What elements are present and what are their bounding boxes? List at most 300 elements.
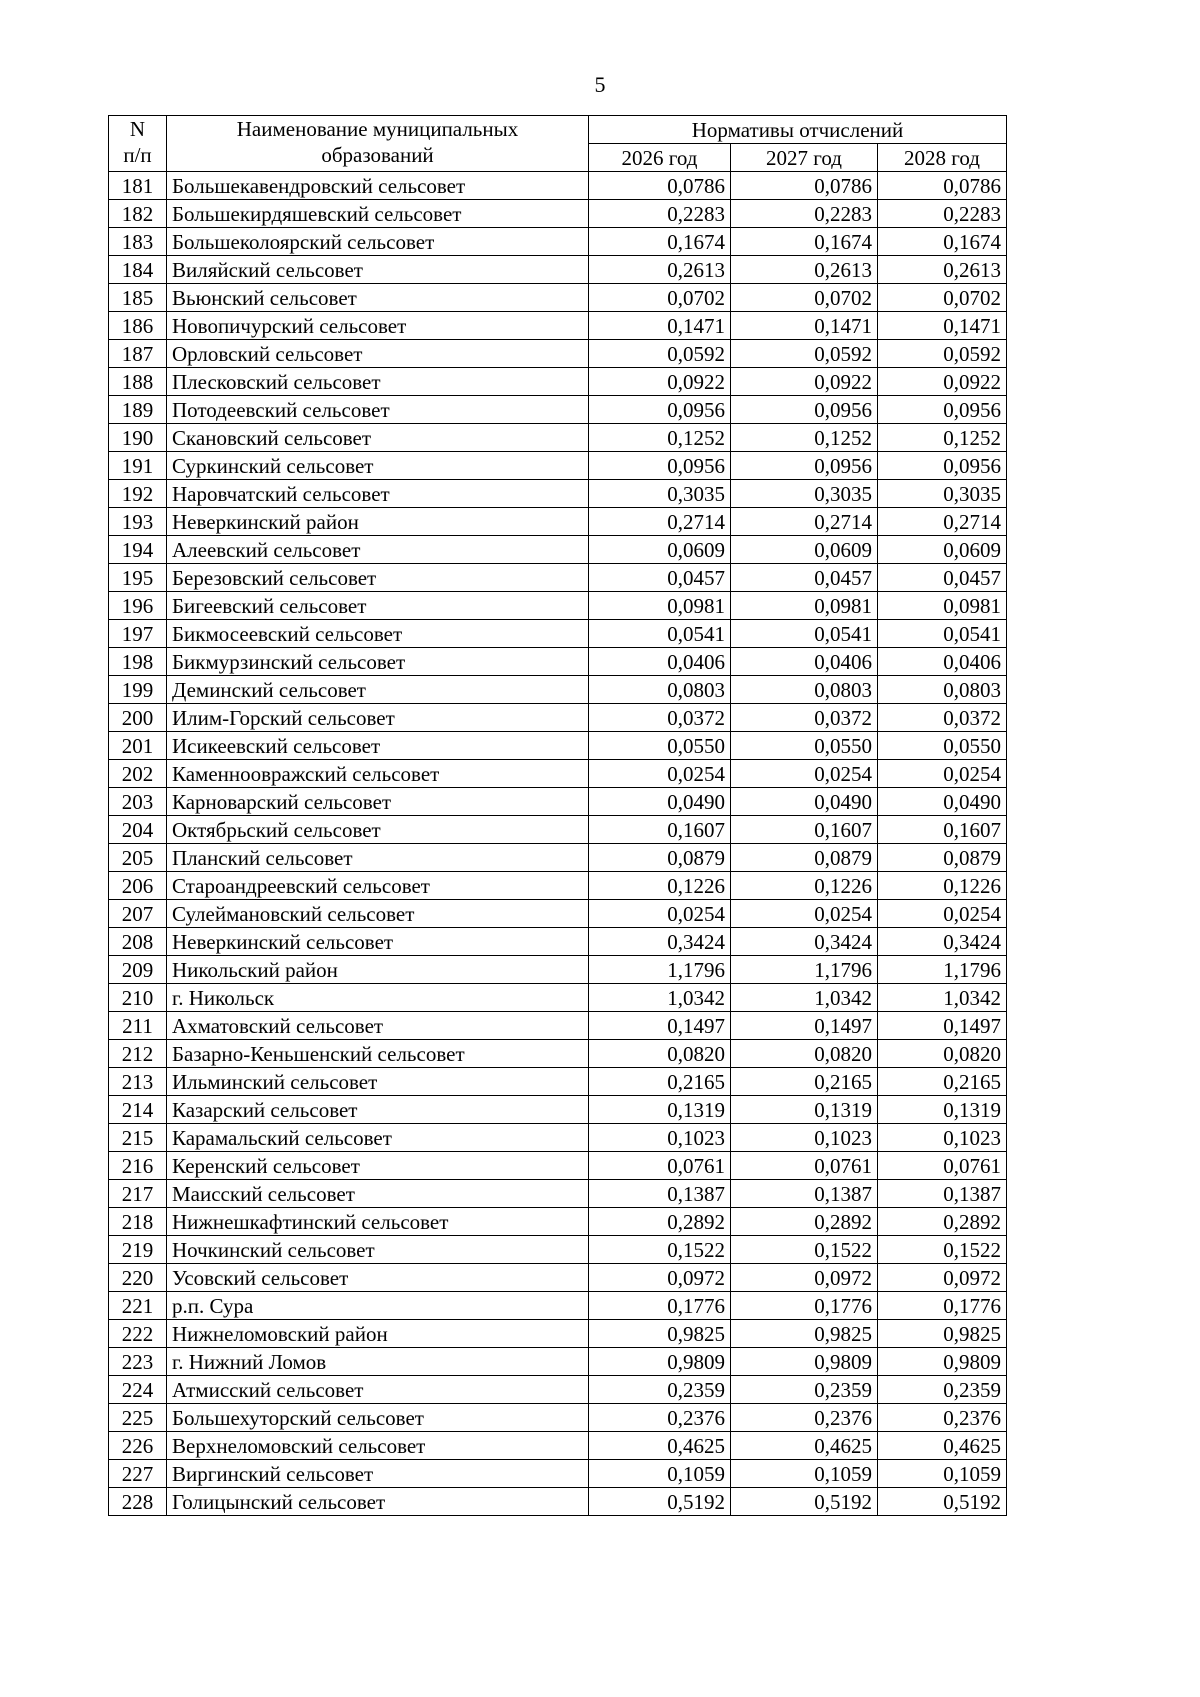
row-value-2026: 0,0372 — [589, 704, 731, 732]
row-municipality-name: Потодеевский сельсовет — [167, 396, 589, 424]
row-value-2026: 1,1796 — [589, 956, 731, 984]
row-value-2026: 0,0761 — [589, 1152, 731, 1180]
row-municipality-name: Большекирдяшевский сельсовет — [167, 200, 589, 228]
row-value-2028: 0,0541 — [878, 620, 1007, 648]
row-value-2028: 0,0786 — [878, 172, 1007, 200]
row-number: 195 — [109, 564, 167, 592]
row-value-2028: 0,1023 — [878, 1124, 1007, 1152]
row-value-2028: 0,0803 — [878, 676, 1007, 704]
row-value-2027: 0,0956 — [731, 452, 878, 480]
row-value-2027: 0,1607 — [731, 816, 878, 844]
row-municipality-name: Голицынский сельсовет — [167, 1488, 589, 1516]
row-value-2028: 0,2714 — [878, 508, 1007, 536]
row-municipality-name: Виргинский сельсовет — [167, 1460, 589, 1488]
table-row — [109, 256, 1007, 284]
row-value-2028: 0,0879 — [878, 844, 1007, 872]
row-value-2027: 0,0761 — [731, 1152, 878, 1180]
table-row — [109, 424, 1007, 452]
row-municipality-name: Алеевский сельсовет — [167, 536, 589, 564]
row-number: 227 — [109, 1460, 167, 1488]
row-value-2026: 0,2613 — [589, 256, 731, 284]
table-row — [109, 1376, 1007, 1404]
row-value-2027: 0,1674 — [731, 228, 878, 256]
row-value-2026: 0,1522 — [589, 1236, 731, 1264]
table-row — [109, 508, 1007, 536]
row-value-2027: 0,2714 — [731, 508, 878, 536]
table-row — [109, 1124, 1007, 1152]
row-municipality-name: Ахматовский сельсовет — [167, 1012, 589, 1040]
row-value-2027: 1,1796 — [731, 956, 878, 984]
row-value-2028: 0,1471 — [878, 312, 1007, 340]
row-value-2026: 0,0254 — [589, 900, 731, 928]
row-value-2027: 0,1059 — [731, 1460, 878, 1488]
row-number: 221 — [109, 1292, 167, 1320]
row-value-2026: 0,0490 — [589, 788, 731, 816]
table-row — [109, 1292, 1007, 1320]
row-number: 205 — [109, 844, 167, 872]
row-number: 211 — [109, 1012, 167, 1040]
row-municipality-name: Наровчатский сельсовет — [167, 480, 589, 508]
row-value-2028: 0,0761 — [878, 1152, 1007, 1180]
row-value-2028: 0,0922 — [878, 368, 1007, 396]
row-number: 187 — [109, 340, 167, 368]
row-number: 186 — [109, 312, 167, 340]
table-row — [109, 1460, 1007, 1488]
row-value-2026: 0,1226 — [589, 872, 731, 900]
row-number: 196 — [109, 592, 167, 620]
row-number: 226 — [109, 1432, 167, 1460]
row-municipality-name: Октябрьский сельсовет — [167, 816, 589, 844]
row-value-2026: 0,0922 — [589, 368, 731, 396]
row-value-2027: 0,1776 — [731, 1292, 878, 1320]
row-number: 207 — [109, 900, 167, 928]
row-number: 192 — [109, 480, 167, 508]
row-number: 203 — [109, 788, 167, 816]
row-value-2028: 0,9825 — [878, 1320, 1007, 1348]
table-row — [109, 536, 1007, 564]
row-number: 204 — [109, 816, 167, 844]
table-row — [109, 704, 1007, 732]
row-value-2026: 0,1607 — [589, 816, 731, 844]
row-value-2027: 1,0342 — [731, 984, 878, 1012]
header-row-1 — [109, 116, 1007, 144]
table-row — [109, 1404, 1007, 1432]
row-number: 206 — [109, 872, 167, 900]
row-value-2028: 0,0457 — [878, 564, 1007, 592]
row-value-2026: 0,0702 — [589, 284, 731, 312]
row-value-2027: 0,0879 — [731, 844, 878, 872]
table-row — [109, 340, 1007, 368]
row-value-2027: 0,2165 — [731, 1068, 878, 1096]
header-name-line1: Наименование муниципальных — [236, 117, 519, 141]
row-number: 201 — [109, 732, 167, 760]
row-value-2027: 0,1226 — [731, 872, 878, 900]
table-row — [109, 788, 1007, 816]
header-norms-group: Нормативы отчислений — [589, 116, 1007, 144]
row-municipality-name: Керенский сельсовет — [167, 1152, 589, 1180]
table-row — [109, 1012, 1007, 1040]
row-municipality-name: Карамальский сельсовет — [167, 1124, 589, 1152]
row-municipality-name: Илим-Горский сельсовет — [167, 704, 589, 732]
row-value-2027: 0,1023 — [731, 1124, 878, 1152]
row-municipality-name: Каменноовражский сельсовет — [167, 760, 589, 788]
row-number: 225 — [109, 1404, 167, 1432]
row-value-2028: 0,2165 — [878, 1068, 1007, 1096]
row-value-2026: 0,0457 — [589, 564, 731, 592]
row-number: 215 — [109, 1124, 167, 1152]
row-number: 188 — [109, 368, 167, 396]
header-number — [109, 116, 167, 172]
table-row — [109, 1152, 1007, 1180]
table-row — [109, 228, 1007, 256]
header-name-line2: образований — [321, 143, 434, 167]
table-row — [109, 312, 1007, 340]
row-value-2028: 0,0254 — [878, 760, 1007, 788]
row-value-2026: 0,9809 — [589, 1348, 731, 1376]
row-value-2028: 0,0972 — [878, 1264, 1007, 1292]
row-value-2027: 0,1497 — [731, 1012, 878, 1040]
table-row — [109, 676, 1007, 704]
row-value-2026: 0,2165 — [589, 1068, 731, 1096]
table-row — [109, 480, 1007, 508]
row-value-2028: 0,0820 — [878, 1040, 1007, 1068]
row-number: 181 — [109, 172, 167, 200]
table-row — [109, 844, 1007, 872]
row-number: 223 — [109, 1348, 167, 1376]
row-number: 216 — [109, 1152, 167, 1180]
row-municipality-name: Орловский сельсовет — [167, 340, 589, 368]
row-value-2028: 0,0372 — [878, 704, 1007, 732]
row-value-2028: 0,1387 — [878, 1180, 1007, 1208]
row-value-2027: 0,0820 — [731, 1040, 878, 1068]
row-value-2027: 0,4625 — [731, 1432, 878, 1460]
row-value-2027: 0,0406 — [731, 648, 878, 676]
row-municipality-name: Новопичурский сельсовет — [167, 312, 589, 340]
row-number: 213 — [109, 1068, 167, 1096]
row-value-2026: 0,1497 — [589, 1012, 731, 1040]
row-value-2027: 0,5192 — [731, 1488, 878, 1516]
row-municipality-name: Атмисский сельсовет — [167, 1376, 589, 1404]
row-number: 210 — [109, 984, 167, 1012]
row-value-2026: 0,2376 — [589, 1404, 731, 1432]
row-number: 218 — [109, 1208, 167, 1236]
row-value-2026: 0,0820 — [589, 1040, 731, 1068]
table-row — [109, 956, 1007, 984]
row-number: 185 — [109, 284, 167, 312]
table-row — [109, 1180, 1007, 1208]
table-row — [109, 1040, 1007, 1068]
table-row — [109, 452, 1007, 480]
header-year-2026: 2026 год — [589, 144, 731, 172]
row-municipality-name: Староандреевский сельсовет — [167, 872, 589, 900]
row-value-2027: 0,0457 — [731, 564, 878, 592]
row-municipality-name: Маисский сельсовет — [167, 1180, 589, 1208]
row-municipality-name: Большехуторский сельсовет — [167, 1404, 589, 1432]
row-value-2026: 0,0981 — [589, 592, 731, 620]
row-municipality-name: Исикеевский сельсовет — [167, 732, 589, 760]
row-value-2027: 0,0490 — [731, 788, 878, 816]
row-number: 191 — [109, 452, 167, 480]
row-value-2026: 0,0786 — [589, 172, 731, 200]
row-value-2028: 0,9809 — [878, 1348, 1007, 1376]
page-number: 5 — [594, 72, 606, 97]
row-value-2027: 0,1319 — [731, 1096, 878, 1124]
row-value-2026: 0,1319 — [589, 1096, 731, 1124]
row-number: 189 — [109, 396, 167, 424]
table-row — [109, 1068, 1007, 1096]
row-value-2027: 0,0609 — [731, 536, 878, 564]
row-municipality-name: Большеколоярский сельсовет — [167, 228, 589, 256]
row-value-2026: 0,0592 — [589, 340, 731, 368]
row-value-2028: 0,2376 — [878, 1404, 1007, 1432]
row-value-2026: 0,0879 — [589, 844, 731, 872]
row-municipality-name: г. Нижний Ломов — [167, 1348, 589, 1376]
row-number: 198 — [109, 648, 167, 676]
row-value-2028: 0,3424 — [878, 928, 1007, 956]
row-number: 228 — [109, 1488, 167, 1516]
row-value-2026: 0,0956 — [589, 396, 731, 424]
row-value-2026: 0,4625 — [589, 1432, 731, 1460]
row-value-2028: 0,2892 — [878, 1208, 1007, 1236]
row-municipality-name: Бикмурзинский сельсовет — [167, 648, 589, 676]
row-value-2026: 0,3424 — [589, 928, 731, 956]
row-value-2028: 0,1522 — [878, 1236, 1007, 1264]
header-number-line2: п/п — [123, 143, 152, 167]
row-value-2027: 0,0702 — [731, 284, 878, 312]
row-value-2027: 0,2376 — [731, 1404, 878, 1432]
table-row — [109, 1236, 1007, 1264]
row-municipality-name: Карноварский сельсовет — [167, 788, 589, 816]
row-value-2026: 0,0609 — [589, 536, 731, 564]
row-value-2026: 0,1776 — [589, 1292, 731, 1320]
row-value-2026: 0,0254 — [589, 760, 731, 788]
row-municipality-name: Нижнеломовский район — [167, 1320, 589, 1348]
table-row — [109, 564, 1007, 592]
table-header — [109, 116, 1007, 172]
row-value-2026: 0,3035 — [589, 480, 731, 508]
row-value-2027: 0,0972 — [731, 1264, 878, 1292]
row-value-2027: 0,2283 — [731, 200, 878, 228]
row-value-2028: 0,0592 — [878, 340, 1007, 368]
table-row — [109, 368, 1007, 396]
row-number: 222 — [109, 1320, 167, 1348]
row-value-2027: 0,2892 — [731, 1208, 878, 1236]
table-row — [109, 732, 1007, 760]
header-year-2028: 2028 год — [878, 144, 1007, 172]
row-value-2026: 0,0803 — [589, 676, 731, 704]
table-row — [109, 760, 1007, 788]
row-municipality-name: Неверкинский сельсовет — [167, 928, 589, 956]
header-number-line1: N — [129, 117, 146, 141]
table-body — [109, 172, 1007, 1516]
row-value-2026: 0,0956 — [589, 452, 731, 480]
row-number: 200 — [109, 704, 167, 732]
row-municipality-name: Бигеевский сельсовет — [167, 592, 589, 620]
row-value-2028: 0,1252 — [878, 424, 1007, 452]
row-municipality-name: Нижнешкафтинский сельсовет — [167, 1208, 589, 1236]
table-row — [109, 984, 1007, 1012]
row-number: 194 — [109, 536, 167, 564]
table-row — [109, 928, 1007, 956]
row-value-2026: 0,1387 — [589, 1180, 731, 1208]
row-value-2028: 0,0254 — [878, 900, 1007, 928]
table-row — [109, 816, 1007, 844]
row-value-2028: 0,1319 — [878, 1096, 1007, 1124]
row-value-2026: 0,1252 — [589, 424, 731, 452]
row-municipality-name: р.п. Сура — [167, 1292, 589, 1320]
row-municipality-name: Неверкинский район — [167, 508, 589, 536]
row-number: 184 — [109, 256, 167, 284]
row-value-2028: 0,0981 — [878, 592, 1007, 620]
row-value-2027: 0,1522 — [731, 1236, 878, 1264]
row-number: 202 — [109, 760, 167, 788]
row-value-2026: 0,2283 — [589, 200, 731, 228]
row-number: 193 — [109, 508, 167, 536]
row-value-2027: 0,0786 — [731, 172, 878, 200]
row-value-2028: 0,0956 — [878, 452, 1007, 480]
row-value-2028: 0,1226 — [878, 872, 1007, 900]
row-value-2027: 0,3035 — [731, 480, 878, 508]
row-value-2027: 0,0254 — [731, 900, 878, 928]
table-row — [109, 172, 1007, 200]
norms-table — [108, 115, 1007, 1516]
row-municipality-name: Казарский сельсовет — [167, 1096, 589, 1124]
table-row — [109, 1096, 1007, 1124]
table-row — [109, 900, 1007, 928]
row-number: 212 — [109, 1040, 167, 1068]
row-municipality-name: Планский сельсовет — [167, 844, 589, 872]
row-value-2028: 0,5192 — [878, 1488, 1007, 1516]
row-value-2026: 0,2714 — [589, 508, 731, 536]
row-value-2028: 0,1776 — [878, 1292, 1007, 1320]
row-number: 197 — [109, 620, 167, 648]
row-municipality-name: Ильминский сельсовет — [167, 1068, 589, 1096]
row-municipality-name: г. Никольск — [167, 984, 589, 1012]
row-municipality-name: Березовский сельсовет — [167, 564, 589, 592]
header-year-2027: 2027 год — [731, 144, 878, 172]
row-municipality-name: Никольский район — [167, 956, 589, 984]
table-row — [109, 1320, 1007, 1348]
header-name — [167, 116, 589, 172]
row-value-2028: 0,0550 — [878, 732, 1007, 760]
row-municipality-name: Усовский сельсовет — [167, 1264, 589, 1292]
row-value-2028: 0,0609 — [878, 536, 1007, 564]
row-value-2026: 0,1674 — [589, 228, 731, 256]
row-municipality-name: Деминский сельсовет — [167, 676, 589, 704]
row-value-2026: 0,1059 — [589, 1460, 731, 1488]
row-value-2027: 0,0956 — [731, 396, 878, 424]
table-row — [109, 200, 1007, 228]
row-municipality-name: Бикмосеевский сельсовет — [167, 620, 589, 648]
row-value-2028: 0,1497 — [878, 1012, 1007, 1040]
row-municipality-name: Виляйский сельсовет — [167, 256, 589, 284]
row-number: 209 — [109, 956, 167, 984]
table-row — [109, 396, 1007, 424]
table-row — [109, 620, 1007, 648]
row-municipality-name: Большекавендровский сельсовет — [167, 172, 589, 200]
row-value-2026: 0,0972 — [589, 1264, 731, 1292]
row-value-2028: 0,3035 — [878, 480, 1007, 508]
row-value-2027: 0,1252 — [731, 424, 878, 452]
row-municipality-name: Базарно-Кеньшенский сельсовет — [167, 1040, 589, 1068]
row-number: 214 — [109, 1096, 167, 1124]
row-municipality-name: Скановский сельсовет — [167, 424, 589, 452]
row-value-2026: 1,0342 — [589, 984, 731, 1012]
row-number: 208 — [109, 928, 167, 956]
table-row — [109, 1264, 1007, 1292]
row-value-2026: 0,2359 — [589, 1376, 731, 1404]
row-value-2026: 0,0550 — [589, 732, 731, 760]
row-value-2027: 0,1471 — [731, 312, 878, 340]
row-value-2026: 0,9825 — [589, 1320, 731, 1348]
row-value-2027: 0,0981 — [731, 592, 878, 620]
table-row — [109, 1208, 1007, 1236]
row-value-2026: 0,2892 — [589, 1208, 731, 1236]
table-row — [109, 1432, 1007, 1460]
row-value-2028: 0,4625 — [878, 1432, 1007, 1460]
row-number: 217 — [109, 1180, 167, 1208]
row-value-2028: 0,0702 — [878, 284, 1007, 312]
row-number: 183 — [109, 228, 167, 256]
row-value-2027: 0,9809 — [731, 1348, 878, 1376]
row-value-2027: 0,1387 — [731, 1180, 878, 1208]
table-row — [109, 1488, 1007, 1516]
row-value-2028: 0,1607 — [878, 816, 1007, 844]
row-value-2027: 0,0254 — [731, 760, 878, 788]
row-number: 219 — [109, 1236, 167, 1264]
row-municipality-name: Ночкинский сельсовет — [167, 1236, 589, 1264]
row-value-2027: 0,0922 — [731, 368, 878, 396]
row-value-2027: 0,0803 — [731, 676, 878, 704]
row-value-2028: 0,0406 — [878, 648, 1007, 676]
row-value-2028: 1,0342 — [878, 984, 1007, 1012]
row-value-2028: 0,2283 — [878, 200, 1007, 228]
table-row — [109, 284, 1007, 312]
row-number: 199 — [109, 676, 167, 704]
row-municipality-name: Сулеймановский сельсовет — [167, 900, 589, 928]
row-number: 182 — [109, 200, 167, 228]
row-value-2028: 0,0490 — [878, 788, 1007, 816]
row-value-2028: 0,0956 — [878, 396, 1007, 424]
row-municipality-name: Верхнеломовский сельсовет — [167, 1432, 589, 1460]
table-row — [109, 1348, 1007, 1376]
row-number: 190 — [109, 424, 167, 452]
row-value-2027: 0,0592 — [731, 340, 878, 368]
row-value-2027: 0,3424 — [731, 928, 878, 956]
row-value-2028: 0,2613 — [878, 256, 1007, 284]
table-row — [109, 592, 1007, 620]
row-value-2027: 0,0541 — [731, 620, 878, 648]
row-number: 224 — [109, 1376, 167, 1404]
row-value-2028: 0,2359 — [878, 1376, 1007, 1404]
table-row — [109, 872, 1007, 900]
row-value-2027: 0,2359 — [731, 1376, 878, 1404]
row-value-2026: 0,1023 — [589, 1124, 731, 1152]
row-value-2028: 0,1674 — [878, 228, 1007, 256]
row-value-2026: 0,5192 — [589, 1488, 731, 1516]
row-value-2027: 0,0550 — [731, 732, 878, 760]
row-value-2028: 1,1796 — [878, 956, 1007, 984]
row-value-2026: 0,1471 — [589, 312, 731, 340]
row-value-2026: 0,0541 — [589, 620, 731, 648]
row-value-2027: 0,0372 — [731, 704, 878, 732]
row-municipality-name: Вьюнский сельсовет — [167, 284, 589, 312]
table-row — [109, 648, 1007, 676]
row-value-2027: 0,2613 — [731, 256, 878, 284]
row-value-2026: 0,0406 — [589, 648, 731, 676]
row-number: 220 — [109, 1264, 167, 1292]
row-value-2028: 0,1059 — [878, 1460, 1007, 1488]
